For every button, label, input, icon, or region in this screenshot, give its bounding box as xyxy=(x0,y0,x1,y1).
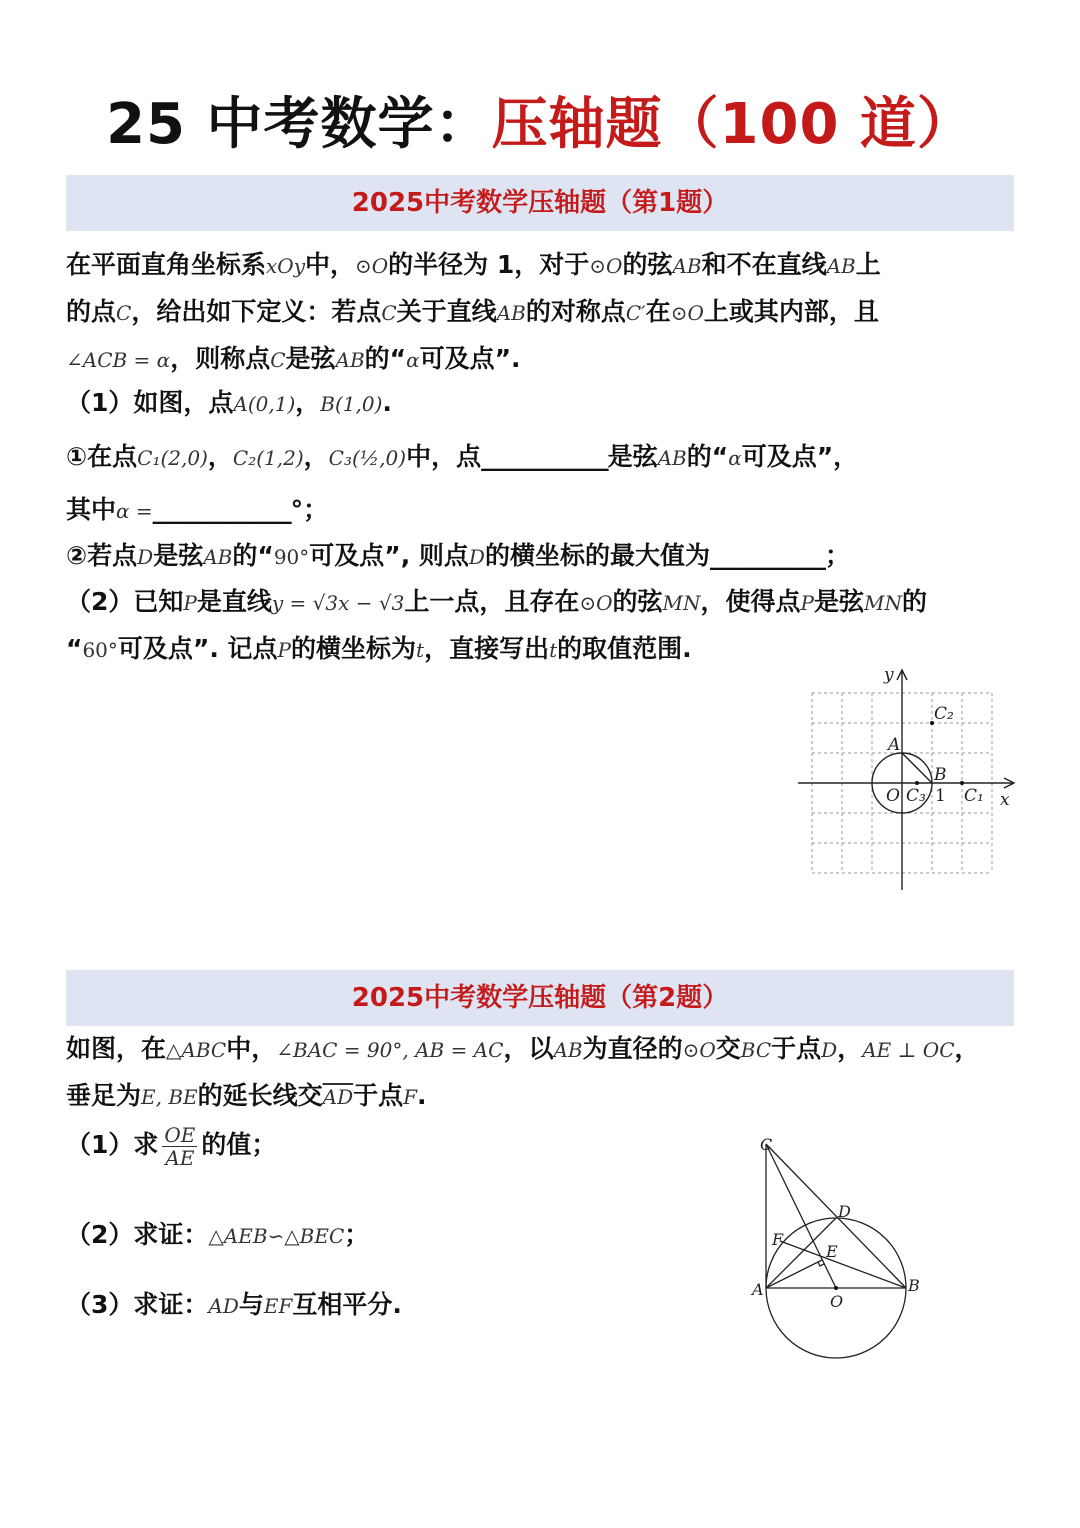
label-e: E xyxy=(826,1242,838,1261)
label-o: O xyxy=(830,1292,844,1311)
problem-1-question-b: ②若点D是弦AB的“90°可及点”, 则点D的横坐标的最大值为__________； xyxy=(66,541,850,570)
problem-1-part-1: （1）如图，点A(0,1)，B(1,0). xyxy=(66,388,392,417)
problem-1-question-a-alpha: 其中α =____________°； xyxy=(66,495,329,524)
answer-blank-3: __________ xyxy=(709,541,825,570)
problem-2-question-3: （3）求证：AD与EF互相平分. xyxy=(66,1290,402,1319)
segment-co xyxy=(766,1144,836,1288)
point-c3 xyxy=(915,781,919,785)
label-a: A xyxy=(888,735,901,755)
label-a: A xyxy=(752,1280,764,1299)
segment-ae xyxy=(766,1260,822,1288)
problem-2-stem: 如图，在△ABC中，∠BAC = 90°, AB = AC，以AB为直径的⊙O交BC于点D，AE ⊥ OC， 垂足为E, BE的延长线交$\overline{AD}$于点F. xyxy=(66,1034,980,1110)
title-main: 25 中考数学： xyxy=(106,92,492,157)
problem-1-stem: 在平面直角坐标系xOy中，⊙O的半径为 1，对于⊙O的弦AB和不在直线AB上 的点C，给出如下定义：若点C关于直线AB的对称点C′在⊙O上或其内部，且 ∠ACB = α，则称点C是弦AB的“α可及点”. xyxy=(66,250,881,373)
label-d: D xyxy=(838,1202,851,1221)
point-c1 xyxy=(960,781,964,785)
label-b: B xyxy=(934,765,947,785)
fraction-oe-ae: $\frac{OE}{AE}$ xyxy=(164,1122,196,1170)
problem-2-question-2: （2）求证：△AEB∽△BEC； xyxy=(66,1220,370,1249)
problem-2-question-1: （1）求 $\frac{OE}{AE}$ 的值； xyxy=(66,1122,277,1170)
page-title xyxy=(0,80,1080,160)
label-c1: C₁ xyxy=(964,786,984,806)
label-b: B xyxy=(908,1276,920,1295)
label-f: F xyxy=(772,1230,784,1249)
problem-1-banner: 2025中考数学压轴题（第1题） xyxy=(66,175,1014,231)
label-x: x xyxy=(1000,790,1010,810)
point-o xyxy=(834,1286,838,1290)
problem-2-figure xyxy=(740,1125,940,1365)
arc-ad: $\overline{AD}$ xyxy=(322,1085,354,1109)
segment-bf xyxy=(780,1241,906,1288)
problem-1-question-a: ①在点C₁(2,0)，C₂(1,2)，C₃(½,0)中，点___________是弦AB的“α可及点”， xyxy=(66,442,859,471)
problem-2-banner: 2025中考数学压轴题（第2题） xyxy=(66,970,1014,1026)
title-highlight: 压轴题（100 道） xyxy=(491,92,974,157)
label-c2: C₂ xyxy=(934,704,954,724)
problem-1-part-2: （2）已知P是直线y = √3x − √3上一点，且存在⊙O的弦MN，使得点P是弦MN的 “60°可及点”. 记点P的横坐标为t，直接写出t的取值范围. xyxy=(66,587,928,663)
answer-blank-2: ____________ xyxy=(152,495,291,524)
label-c3: C₃ xyxy=(906,786,926,806)
label-c: C xyxy=(760,1135,773,1154)
label-one: 1 xyxy=(935,786,946,806)
answer-blank-1: ___________ xyxy=(481,442,608,471)
label-o: O xyxy=(886,786,900,806)
problem-1-figure xyxy=(790,660,1030,900)
label-y: y xyxy=(884,665,894,685)
